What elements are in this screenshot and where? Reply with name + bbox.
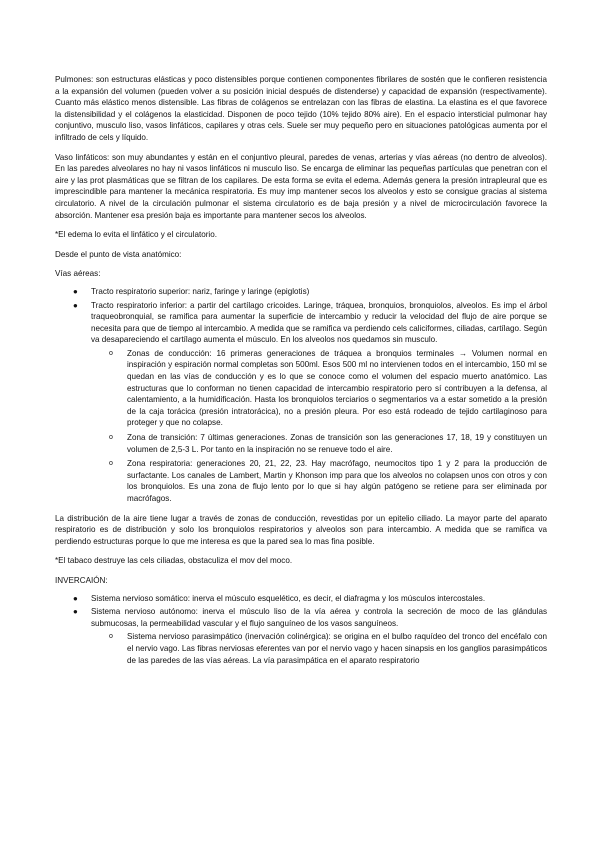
note-tabaco: *El tabaco destruye las cels ciliadas, obstaculiza el mov del moco. — [55, 556, 293, 566]
circle-bullet-icon: o — [109, 633, 113, 641]
list-item-zona-conduccion: o Zonas de conducción: 16 primeras generaciones de tráquea a bronquios terminales → Volumen normal en inspiración y espiración normal completas son 500ml. Esos 500 ml no intervienen todos en el intercambio, 150 ml se quedan en las vías de conducción y es lo que se conoce como el volumen del espacio muerto anatómico. Las estructuras que lo conforman no tienen capacidad de intercambio respiratorio pero sí contribuyen a la defensa, al calentamiento, a la humidificación. Hasta los bronquiolos terciarios o segmentarios va a estar sometido a la presión de la caja torácica (presión intratorácica), no a presión pleura. Por eso está rodeado de tejido cartilaginoso para proteger y que no colapse. — [109, 348, 547, 428]
list-item-tracto-superior: ● Tracto respiratorio superior: nariz, faringe y laringe (epiglotis) — [73, 286, 310, 296]
heading-invercaion: INVERCAIÓN: — [55, 575, 108, 585]
list-item-zona-transicion: o Zona de transición: 7 últimas generaciones. Zonas de transición son las generaciones 17, 18, 19 y constituyen un volumen de 2,5-3 L. Por tanto en la inspiración no se renueve todo el aire. — [109, 433, 547, 454]
circle-bullet-icon: o — [109, 349, 113, 357]
line-desde-anatomico: Desde el punto de vista anatómico: — [55, 249, 182, 259]
bullet-icon: ● — [73, 607, 78, 617]
list-item-zona-respiratoria: o Zona respiratoria: generaciones 20, 21, 22, 23. Hay macrófago, neumocitos tipo 1 y 2 para la producción de surfactante. Los canales de Lambert, Martin y Khonson imp para que los alveolos no colapsen unos con otros y con los bronquiolos. Es una zona de flujo lento por lo que si hay algún patógeno se retiene para ser eliminada por macrófagos. — [109, 459, 547, 503]
zonas-list — [91, 348, 547, 505]
list-item-tracto-inferior: ● Tracto respiratorio inferior: a partir del cartílago cricoides. Laringe, tráquea, bronquios, bronquiolos, alveolos. Es imp el árbol traqueobronquial, se ramifica para aumentar la superficie de intercambio y reducir la velocidad del flujo de aire porque se necesita para que de tiempo al intercambio. A medida que se ramifica va perdiendo cels caliciformes, ciliadas, cartílago. Según va desapareciendo el cartílago aumenta el músculo. En los alveolos nos quedamos sin musculo. o Zonas de conducción: 16 primeras generaciones de tráquea a bronquios terminales → Volumen normal en inspiración y espiración normal completas son 500ml. Esos 500 ml no intervienen todos en el intercambio, 150 ml se quedan en las vías de conducción y es lo que se conoce como el volumen del espacio muerto anatómico. Las estructuras que lo conforman no tienen capacidad de intercambio respiratorio pero sí contribuyen a la defensa, al calentamiento, a la humidificación. Hasta los bronquiolos terciarios o segmentarios va a estar sometido a la presión de la caja torácica (presión intratorácica), no a presión pleura. Por eso está rodeado de tejido cartilaginoso para proteger y que no colapse. o Zona de transición: 7 últimas generaciones. Zonas de transición son las generaciones 17, 18, 19 y constituyen un volumen de 2,5-3 L. Por tanto en la inspiración no se renueve todo el aire. o Zona respiratoria: generaciones 20, 21, 22, 23. Hay macrófago, neumocitos tipo 1 y 2 para la producción de surfactante. Los canales de Lambert, Martin y Khonson imp para que los alveolos no colapsen unos con otros y con los bronquiolos. Es una zona de flujo lento por lo que si hay algún patógeno se retiene para ser eliminada por macrófagos. — [73, 300, 547, 503]
autonomo-sublist — [91, 631, 547, 666]
circle-bullet-icon: o — [109, 434, 113, 442]
bullet-icon: ● — [73, 286, 78, 296]
paragraph-vasos-linfaticos: Vaso linfáticos: son muy abundantes y están en el conjuntivo pleural, paredes de venas, arterias y vías aéreas (no dentro de alveolos). En las paredes alveolares no hay ni vasos linfáticos ni musculo liso. Se encarga de eliminar las pequeñas partículas que penetran con el aire y las prot plasmáticas que se filtran de los capilares. De esta forma se evita el edema. Además genera la presión intrapleural que es imprescindible para mantener la mecánica respiratoria. Es muy imp mantener secos los alveolos y esto se consigue gracias al sistema circulatorio. A nivel de la circulación pulmonar el sistema circulatorio es de baja presión y a nivel de microcirculación favorece la absorción. Mantener esa presión baja es importante para mantener secos los alveolos. — [55, 152, 547, 220]
bullet-icon: ● — [73, 300, 78, 310]
list-item-parasimpatico: o Sistema nervioso parasimpático (inervación colinérgica): se origina en el bulbo raquídeo del tronco del encéfalo con el nervio vago. Las fibras nerviosas eferentes van por el nervio vago y hacen sinapsis en los ganglios parasimpáticos de las paredes de las vías aéreas. La vía parasimpática en el aparato respiratorio — [109, 632, 547, 665]
heading-vias-aereas: Vías aéreas: — [55, 269, 101, 279]
paragraph-distribucion: La distribución de la aire tiene lugar a través de zonas de conducción, revestidas por un epitelio ciliado. La mayor parte del aparato respiratorio es de distribución y solo los bronquiolos respiratorios y alveolos son para intercambio. A medida que se ramifica va perdiendo estructuras porque lo que me interesa es que la pared sea lo mas fina posible. — [55, 513, 547, 546]
paragraph-pulmones: Pulmones: son estructuras elásticas y poco distensibles porque contienen componentes fibrilares de sostén que le confieren resistencia a la expansión del volumen (pueden volver a su posición inicial después de distenderse) y capacidad de expansión (respectivamente). Cuanto más elástico menos distensible. Las fibras de colágenos se entrelazan con las fibras de elastina. La elastina es el que favorece la distensibilidad y el colágenos la elasticidad. Disponen de poco tejido (10% tejido 80% aire). En el espacio intersticial pulmonar hay conjuntivo, musculo liso, vasos linfáticos, capilares y otras cels. Suele ser muy pequeño pero en situaciones patológicas aumenta por el infiltrado de cels y líquido. — [55, 75, 547, 142]
note-edema: *El edema lo evita el linfático y el circulatorio. — [55, 230, 217, 240]
sistema-nervioso-list — [55, 593, 547, 667]
bullet-icon: ● — [73, 593, 78, 603]
vias-aereas-list — [55, 286, 547, 505]
circle-bullet-icon: o — [109, 460, 113, 468]
document-page — [55, 74, 547, 674]
list-item-somatico: ● Sistema nervioso somático: inerva el músculo esquelético, es decir, el diafragma y los músculos intercostales. — [73, 593, 486, 603]
list-item-autonomo: ● Sistema nervioso autónomo: inerva el músculo liso de la vía aérea y controla la secreción de moco de las glándulas submucosas, la permeabilidad vascular y el flujo sanguíneo de los vasos sanguíneos. o Sistema nervioso parasimpático (inervación colinérgica): se origina en el bulbo raquídeo del tronco del encéfalo con el nervio vago. Las fibras nerviosas eferentes van por el nervio vago y hacen sinapsis en los ganglios parasimpáticos de las paredes de las vías aéreas. La vía parasimpática en el aparato respiratorio — [73, 607, 547, 665]
